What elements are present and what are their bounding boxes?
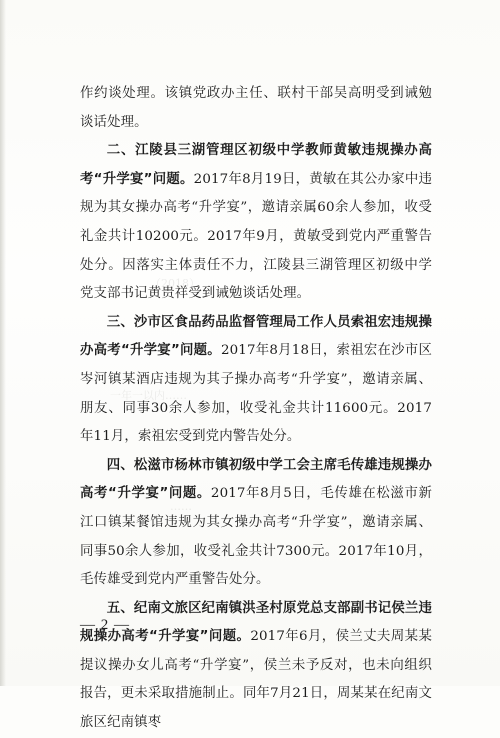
case-body: 2017年6月，侯兰丈夫周某某提议操办女儿高考“升学宴”，侯兰未予反对，也未向组织报告，更未采取措施制止。同年7月21日，周某某在纪南文旅区纪南镇枣 bbox=[80, 629, 432, 731]
document-body bbox=[80, 80, 432, 738]
case-paragraph-3 bbox=[80, 309, 432, 452]
case-body: 2017年8月18日，索祖宏在沙市区岑河镇某酒店违规为其子操办高考“升学宴”，邀请亲属、朋友、同事30余人参加，收受礼金共计11600元。2017年11月，索祖宏受到党内警告处分。 bbox=[80, 343, 432, 445]
bleed-through-text: （2018） bbox=[150, 277, 200, 290]
paragraph-text: 作约谈处理。该镇党政办主任、联村干部吴高明受到诫勉谈话处理。 bbox=[80, 86, 432, 130]
case-heading: 五、纪南文旅区纪南镇洪圣村原党总支部副书记侯兰违规操办高考“升学宴”问题。 bbox=[80, 600, 432, 645]
case-paragraph-5 bbox=[80, 595, 432, 738]
case-heading: 三、沙市区食品药品监督管理局工作人员索祖宏违规操办高考“升学宴”问题。 bbox=[80, 314, 432, 359]
case-heading: 四、松滋市杨林市镇初级中学工会主席毛传雄违规操办高考“升学宴”问题。 bbox=[80, 457, 432, 502]
case-heading: 二、江陵县三湖管理区初级中学教师黄敏违规操办高考“升学宴”问题。 bbox=[80, 143, 432, 187]
case-body: 2017年8月5日，毛传雄在松滋市新江口镇某餐馆违规为其女操办高考“升学宴”，邀请亲属、同事50余人参加，收受礼金共计7300元。2017年10月，毛传雄受到党内严重警告处分。 bbox=[80, 486, 432, 588]
case-paragraph-2 bbox=[80, 137, 432, 309]
case-body: 2017年8月19日，黄敏在其公办家中违规为其女操办高考“升学宴”，邀请亲属60余人参加，收受礼金共计10200元。2017年9月，黄敏受到党内严重警告处分。因落实主体责任不力，江陵县三湖管理区初级中学党支部书记黄贵祥受到诫勉谈话处理。 bbox=[80, 171, 433, 302]
scan-edge-shadow bbox=[0, 0, 6, 686]
page-number: — 2 — bbox=[80, 617, 130, 633]
paragraph-continuation bbox=[80, 80, 432, 137]
case-paragraph-4 bbox=[80, 452, 432, 595]
bleed-through-text: 一年一以内…… bbox=[110, 389, 187, 402]
bleed-through-text: …… bbox=[170, 500, 192, 513]
